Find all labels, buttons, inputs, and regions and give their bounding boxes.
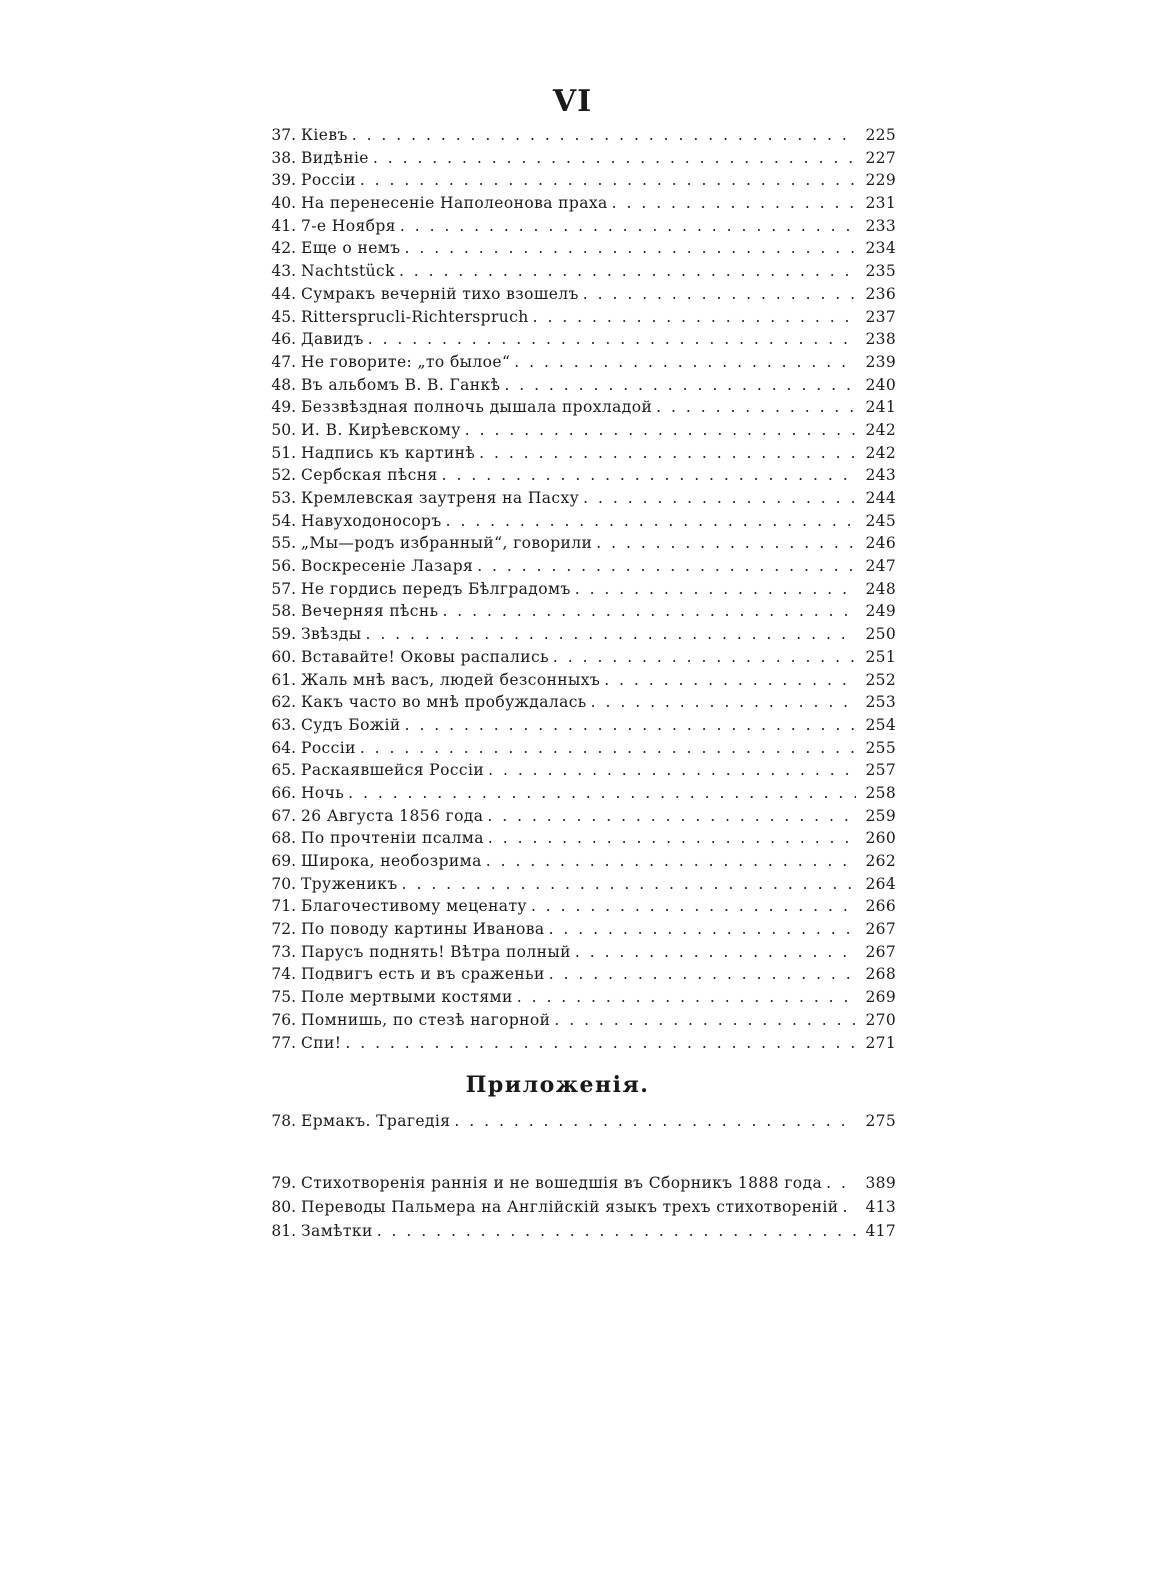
toc-entry-number: 57. [271,579,296,598]
toc-entry [262,489,896,512]
dot-leader [488,829,856,847]
toc-entry-page: 267 [865,942,896,961]
toc-entry-page: 246 [865,534,896,553]
toc-entry-title: Труженикъ [301,874,398,893]
dot-leader [504,376,856,394]
toc-entry [262,1112,896,1136]
toc-entry-page: 250 [865,625,896,644]
dot-leader [373,149,856,167]
toc-entry-number: 76. [271,1010,296,1029]
dot-leader [477,557,856,575]
toc-entry-number: 70. [271,874,296,893]
dot-leader [400,217,856,235]
table-of-contents [262,126,896,1056]
toc-entry-title: Видѣніе [301,148,369,167]
dot-leader [517,988,856,1006]
toc-entry-title: Переводы Пальмера на Англійскій языкъ трехъ стихотвореній [301,1198,839,1216]
toc-entry-title: И. В. Кирѣевскому [301,420,461,439]
toc-entry-number: 80. [271,1198,296,1216]
dot-leader [549,965,856,983]
toc-entry-page: 264 [865,874,896,893]
toc-entry [262,534,896,557]
dot-leader [575,580,856,598]
dot-leader [360,171,856,189]
toc-entry-title: Судъ Божій [301,715,401,734]
toc-entry-number: 61. [271,670,296,689]
dot-leader [377,1222,856,1240]
toc-entry-page: 239 [865,352,896,371]
toc-entry-title: Россіи [301,171,356,190]
dot-leader [612,194,856,212]
toc-entry-title: Замѣтки [301,1222,373,1240]
toc-entry [262,1174,896,1198]
toc-entry [262,716,896,739]
toc-entry-page: 229 [865,171,896,190]
toc-entry-number: 43. [271,262,296,281]
toc-entry-number: 66. [271,783,296,802]
toc-entry-page: 244 [865,489,896,507]
toc-entry-number: 58. [271,602,296,621]
dot-leader [488,761,856,779]
toc-entry-number: 44. [271,284,296,303]
toc-entry-number: 49. [271,398,296,417]
dot-leader [486,852,856,870]
toc-entry-page: 252 [865,670,896,689]
toc-entry-page: 389 [865,1174,896,1192]
dot-leader [596,534,856,552]
dot-leader [465,421,856,439]
toc-entry [262,943,896,966]
toc-entry [262,126,896,149]
toc-entry-page: 254 [865,715,896,734]
toc-entry [262,421,896,444]
toc-entry-number: 56. [271,557,296,576]
toc-entry [262,580,896,603]
toc-entry-page: 240 [865,375,896,394]
toc-entry [262,217,896,240]
toc-entry-title: Беззвѣздная полночь дышала прохладой [301,398,653,417]
toc-entry-page: 255 [865,738,896,757]
toc-entry-number: 42. [271,239,296,258]
page-number: VI [552,84,593,119]
toc-entry-number: 50. [271,420,296,439]
toc-entry-title: Ермакъ. Трагедія [301,1112,451,1130]
toc-entry-page: 245 [865,511,896,530]
toc-entry [262,807,896,830]
dot-leader [360,739,856,757]
dot-leader [531,897,856,915]
toc-entry-number: 63. [271,715,296,734]
toc-entry-title: Стихотворенія раннія и не вошедшія въ Сборникъ 1888 года [301,1174,823,1192]
toc-entry-title: Воскресеніе Лазаря [301,557,474,576]
toc-entry-page: 275 [865,1112,896,1130]
toc-entry [262,875,896,898]
toc-entry-title: Вечерняя пѣснь [301,602,439,621]
toc-entry-title: Поле мертвыми костями [301,988,513,1007]
dot-leader [554,1011,856,1029]
dot-leader [487,807,856,825]
dot-leader [442,602,856,620]
toc-entry-page: 271 [865,1033,896,1052]
toc-entry-number: 47. [271,352,296,371]
dot-leader [826,1174,856,1192]
toc-entry-title: Nachtstück [301,262,395,281]
toc-entry-title: Раскаявшейся Россіи [301,761,485,780]
toc-entry-page: 417 [865,1222,896,1240]
toc-entry [262,1034,896,1057]
toc-entry-number: 37. [271,126,296,144]
dot-leader [446,512,856,530]
toc-entry-page: 225 [865,126,896,144]
toc-entry-number: 62. [271,693,296,712]
toc-entry-number: 38. [271,148,296,167]
toc-entry-number: 81. [271,1222,296,1240]
toc-entry-title: Не гордись передъ Бѣлградомъ [301,579,571,598]
dot-leader [583,285,856,303]
toc-entry-number: 72. [271,920,296,939]
toc-entry-title: Жаль мнѣ васъ, людей безсонныхъ [301,670,601,689]
toc-entry-page: 268 [865,965,896,984]
toc-entry [262,602,896,625]
toc-entry-title: Ночь [301,783,345,802]
dot-leader [405,239,856,257]
dot-leader [656,398,856,416]
toc-entry-page: 413 [865,1198,896,1216]
dot-leader [553,648,856,666]
toc-entry-page: 257 [865,761,896,780]
toc-entry-title: Не говорите: „то былое“ [301,352,511,371]
toc-entry-title: Еще о немъ [301,239,401,258]
toc-entry-title: Въ альбомъ В. В. Ганкѣ [301,375,501,394]
toc-entry-page: 242 [865,420,896,439]
toc-entry-number: 68. [271,829,296,848]
dot-leader [583,489,856,507]
toc-entry-page: 235 [865,262,896,281]
toc-entry-number: 78. [271,1112,296,1130]
toc-entry-page: 238 [865,330,896,349]
toc-entry-title: Кіевъ [301,126,348,144]
dot-leader [365,625,856,643]
toc-entry-page: 234 [865,239,896,258]
appendix-heading: Приложенія. [465,1072,650,1098]
toc-entry-page: 249 [865,602,896,621]
toc-entry-number: 60. [271,647,296,666]
toc-entry-title: Россіи [301,738,356,757]
toc-entry-number: 64. [271,738,296,757]
toc-entry-page: 236 [865,284,896,303]
toc-entry-page: 233 [865,216,896,235]
toc-entry-page: 248 [865,579,896,598]
toc-entry [262,1222,896,1246]
toc-entry [262,149,896,172]
toc-entry-number: 40. [271,194,296,213]
toc-entry [262,761,896,784]
toc-entry-number: 48. [271,375,296,394]
toc-entry-page: 251 [865,647,896,666]
toc-entry-page: 231 [865,194,896,213]
dot-leader [405,716,856,734]
toc-entry-page: 270 [865,1010,896,1029]
toc-entry-page: 237 [865,307,896,326]
toc-entry-number: 77. [271,1033,296,1052]
toc-entry-number: 74. [271,965,296,984]
toc-entry [262,1198,896,1222]
dot-leader [352,126,856,144]
toc-entry-number: 79. [271,1174,296,1192]
dot-leader [479,444,856,462]
toc-entry [262,988,896,1011]
toc-entry [262,829,896,852]
toc-entry-title: Какъ часто во мнѣ пробуждалась [301,693,587,712]
toc-entry-number: 46. [271,330,296,349]
toc-entry-page: 262 [865,852,896,870]
toc-entry-page: 258 [865,783,896,802]
dot-leader [604,671,856,689]
toc-entry-number: 39. [271,171,296,190]
toc-entry-page: 267 [865,920,896,939]
toc-entry-title: По прочтеніи псалма [301,829,484,848]
toc-entry-title: Сумракъ вечерній тихо взошелъ [301,284,579,303]
toc-entry [262,739,896,762]
toc-entry [262,512,896,535]
toc-entry-number: 54. [271,511,296,530]
toc-entry [262,171,896,194]
toc-entry-page: 227 [865,148,896,167]
dot-leader [591,693,856,711]
toc-entry-page: 243 [865,466,896,485]
toc-entry-number: 51. [271,443,296,462]
appendix-entries-group-2 [262,1174,896,1246]
dot-leader [533,308,856,326]
toc-entry [262,648,896,671]
toc-entry-title: Сербская пѣсня [301,466,438,485]
toc-entry-number: 45. [271,307,296,326]
toc-entry [262,965,896,988]
toc-entry [262,330,896,353]
toc-entry [262,897,896,920]
toc-entry-number: 59. [271,625,296,644]
dot-leader [368,330,856,348]
toc-entry [262,625,896,648]
toc-entry-page: 247 [865,557,896,576]
toc-entry [262,194,896,217]
toc-entry-title: 7-е Ноября [301,216,396,235]
toc-entry-number: 75. [271,988,296,1007]
toc-entry-title: На перенесеніе Наполеонова праха [301,194,608,213]
toc-entry-title: Rittersprucli-Richterspruch [301,307,529,326]
toc-entry-number: 71. [271,897,296,916]
toc-entry-title: Навуходоносоръ [301,511,442,530]
toc-entry-number: 52. [271,466,296,485]
toc-entry-number: 65. [271,761,296,780]
toc-entry-page: 242 [865,443,896,462]
toc-entry-number: 67. [271,806,296,825]
dot-leader [514,353,856,371]
toc-entry [262,466,896,489]
toc-entry-title: Помнишь, по стезѣ нагорной [301,1010,551,1029]
toc-entry-title: Кремлевская заутреня на Пасху [301,489,580,507]
toc-entry-page: 266 [865,897,896,916]
toc-entry-page: 269 [865,988,896,1007]
toc-entry [262,920,896,943]
toc-entry-title: 26 Августа 1856 года [301,806,484,825]
appendix-entries-group-1 [262,1112,896,1136]
toc-entry-title: По поводу картины Иванова [301,920,545,939]
toc-entry-number: 73. [271,942,296,961]
dot-leader [402,875,856,893]
dot-leader [348,784,856,802]
toc-entry [262,1011,896,1034]
toc-entry [262,693,896,716]
toc-entry-number: 53. [271,489,296,507]
toc-entry-page: 260 [865,829,896,848]
toc-entry-title: Благочестивому меценату [301,897,527,916]
toc-entry [262,376,896,399]
toc-entry-title: Парусъ поднять! Вѣтра полный [301,942,571,961]
toc-entry [262,784,896,807]
toc-entry-number: 69. [271,852,296,870]
dot-leader [454,1112,856,1130]
dot-leader [549,920,856,938]
toc-entry-page: 253 [865,693,896,712]
dot-leader [345,1034,856,1052]
toc-entry-title: Давидъ [301,330,364,349]
toc-entry [262,852,896,875]
toc-entry [262,239,896,262]
toc-entry [262,398,896,421]
toc-entry-title: Звѣзды [301,625,362,644]
toc-entry-page: 241 [865,398,896,417]
dot-leader [842,1198,856,1216]
toc-entry-number: 41. [271,216,296,235]
toc-entry [262,557,896,580]
toc-entry-title: Подвигъ есть и въ сраженьи [301,965,545,984]
toc-entry [262,285,896,308]
toc-entry [262,444,896,467]
toc-entry [262,308,896,331]
toc-entry-title: Вставайте! Оковы распались [301,647,549,666]
dot-leader [442,466,856,484]
toc-entry [262,262,896,285]
toc-entry [262,353,896,376]
toc-entry-title: „Мы—родъ избранный“, говорили [301,534,593,553]
toc-entry [262,671,896,694]
toc-entry-title: Надпись къ картинѣ [301,443,476,462]
toc-entry-number: 55. [271,534,296,553]
toc-entry-title: Широка, необозрима [301,852,482,870]
dot-leader [399,262,856,280]
dot-leader [575,943,856,961]
toc-entry-page: 259 [865,806,896,825]
toc-entry-title: Спи! [301,1033,342,1052]
